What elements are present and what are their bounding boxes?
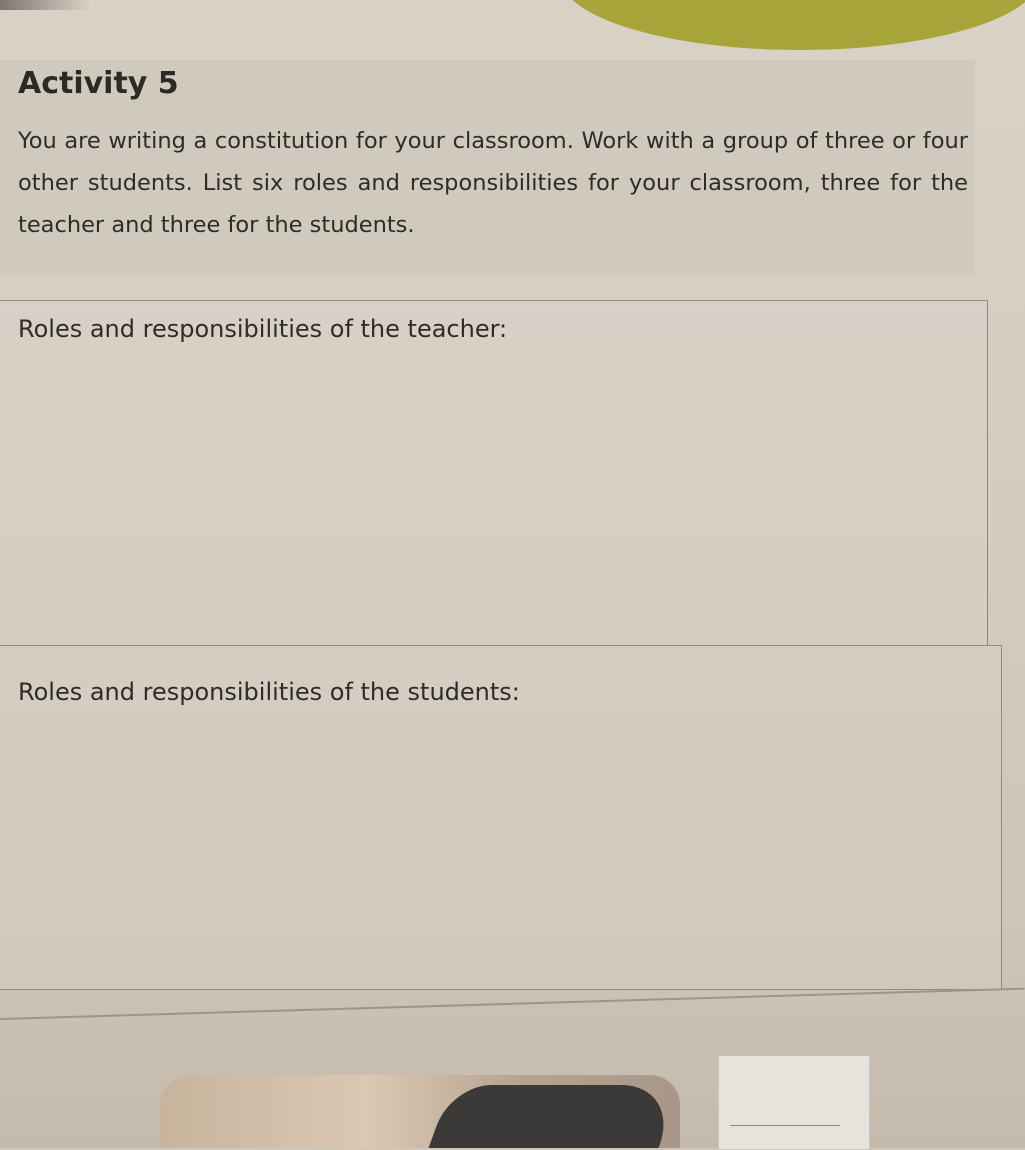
activity-instructions: You are writing a constitution for your classroom. Work with a group of three or four other students. List six roles and responsibilities for your classroom, three for the teacher and three for the students. <box>18 128 968 238</box>
paper-line <box>730 1125 840 1126</box>
students-responses-box[interactable] <box>0 645 1002 990</box>
page-edge-line <box>0 988 1025 1020</box>
paper-corner <box>718 1055 870 1150</box>
shadow <box>0 0 90 10</box>
dark-object <box>429 1085 682 1148</box>
teacher-responses-box[interactable] <box>0 300 988 645</box>
activity-title: Activity 5 <box>18 66 179 101</box>
students-section-label: Roles and responsibilities of the students: <box>18 678 520 706</box>
teacher-section-label: Roles and responsibilities of the teacher: <box>18 315 508 343</box>
